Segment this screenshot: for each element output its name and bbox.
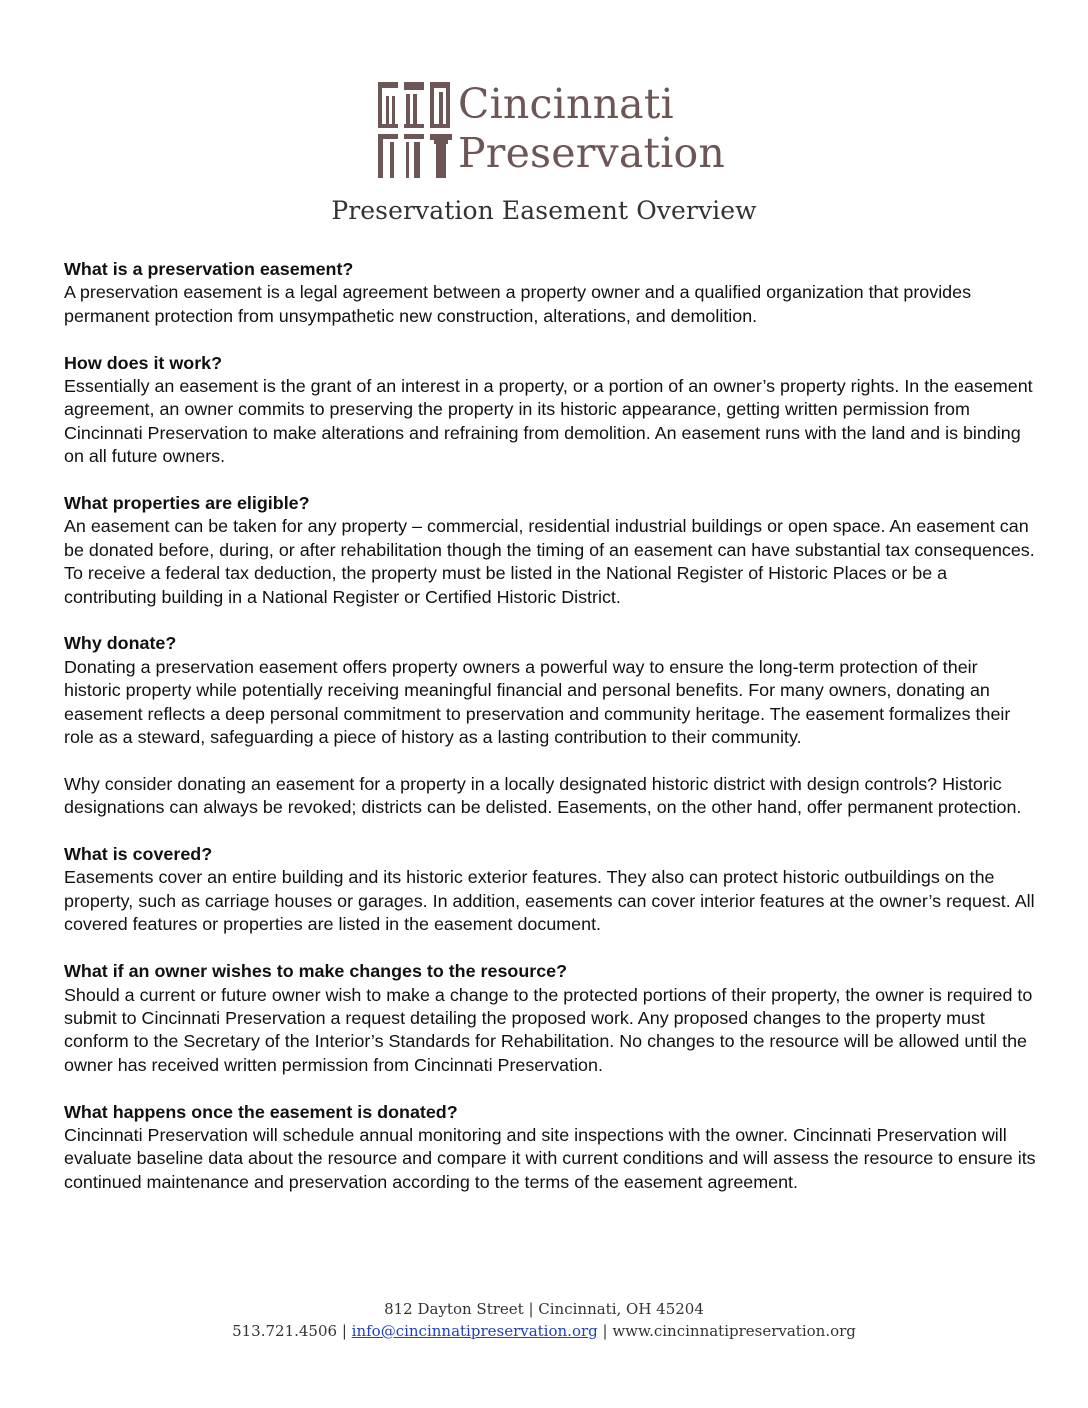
faq-answer: A preservation easement is a legal agreement between a property owner and a qualified organization that provides permanent protection from unsympathetic new construction, alterations, and demolition. [64,282,972,326]
faq-answer: An easement can be taken for any property – commercial, residential industrial buildings or open space. An easement can be donated before, during, or after rehabilitation though the timing of an easement can have substantial tax consequences. To receive a federal tax deduction, the property must be listed in the National Register of Historic Places or be a contributing building in a National Register or Certified Historic District. [64,516,1035,607]
faq-answer: Essentially an easement is the grant of an interest in a property, or a portion of an owner’s property rights. In the easement agreement, an owner commits to preserving the property in its historic appearance, getting written permission from Cincinnati Preservation to make alterations and refraining from demolition. An easement runs with the land and is binding on all future owners. [64,376,1033,467]
faq-answer: Why consider donating an easement for a property in a locally designated historic district with design controls? Historic designations can always be revoked; districts can be delisted. Easements, on the other hand, offer permanent protection. [64,773,1022,818]
footer-phone: 513.721.4506 [232,1322,338,1340]
faq-section [64,632,1036,749]
footer [0,1298,1088,1342]
footer-website: www.cincinnatipreservation.org [612,1322,856,1340]
faq-answer: Should a current or future owner wish to make a change to the protected portions of their property, the owner is required to submit to Cincinnati Preservation a request detailing the proposed work. Any proposed changes to the property must conform to the Secretary of the Interior’s Standards for Rehabilitation. No changes to the resource will be allowed until the owner has received written permission from Cincinnati Preservation. [64,984,1033,1075]
faq-section [64,492,1036,609]
footer-email-link[interactable]: info@cincinnatipreservation.org [351,1322,598,1340]
faq-section [64,352,1036,469]
faq-section [64,843,1036,937]
logo [378,82,725,182]
faq-answer: Donating a preservation easement offers property owners a powerful way to ensure the long-term protection of their historic property while potentially receiving meaningful financial and personal benefits. For many owners, donating an easement reflects a deep personal commitment to preservation and community heritage. The easement formalizes their role as a steward, safeguarding a piece of history as a lasting contribution to their community. [64,656,1011,748]
faq-question: What if an owner wishes to make changes to the resource? [64,961,568,982]
faq-section [64,1101,1036,1195]
logo-wordmark [458,82,725,175]
faq-answer: Easements cover an entire building and its historic exterior features. They also can protect historic outbuildings on the property, such as carriage houses or garages. In addition, easements can cover interior features at the owner’s request. All covered features or properties are listed in the easement document. [64,867,1035,935]
faq-answer: Cincinnati Preservation will schedule annual monitoring and site inspections with the owner. Cincinnati Preservation will evaluate baseline data about the resource and compare it with current conditions and will assess the resource to ensure its continued maintenance and preservation according to the terms of the easement agreement. [64,1124,1036,1192]
logo-line-2: Preservation [458,129,726,177]
document-title: Preservation Easement Overview [331,196,757,225]
faq-question: What happens once the easement is donated? [64,1101,458,1122]
footer-separator: | [597,1322,613,1340]
faq-section [64,773,1036,820]
faq-question: What is covered? [64,844,213,865]
faq-question: How does it work? [64,352,223,373]
faq-section [64,258,1036,328]
footer-separator: | [337,1322,352,1340]
footer-address: 812 Dayton Street | Cincinnati, OH 45204 [384,1300,704,1318]
faq-question: What is a preservation easement? [64,259,354,279]
logo-line-1: Cincinnati [458,80,674,128]
classical-building-columns-icon [378,82,452,178]
faq-question: What properties are eligible? [64,493,310,514]
faq-section [64,960,1036,1077]
footer-contact [0,1320,1088,1342]
document-body [64,258,1036,1218]
faq-question: Why donate? [64,633,177,654]
